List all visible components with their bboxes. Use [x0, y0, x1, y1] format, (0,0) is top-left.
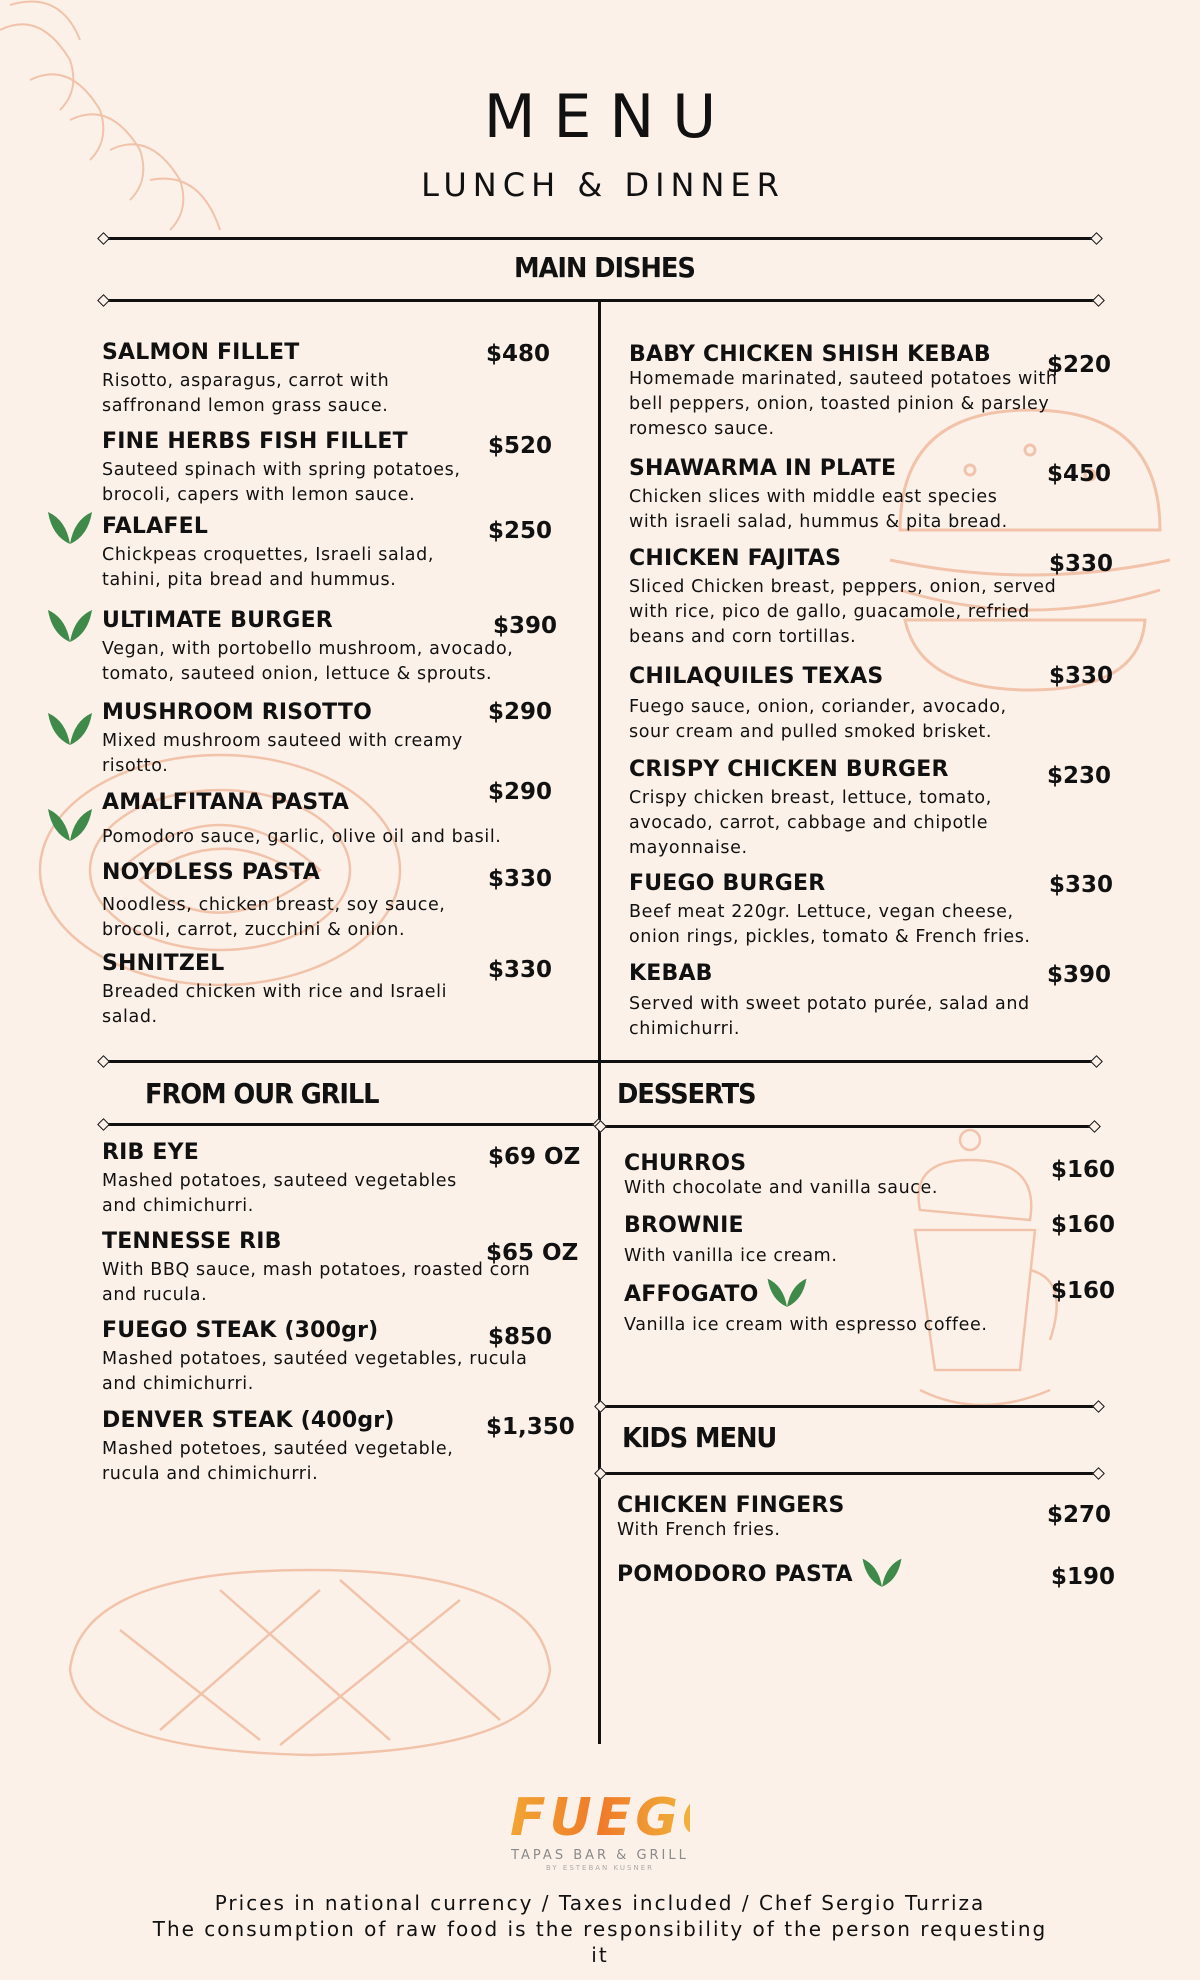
item-price: $390 [493, 613, 558, 639]
item-desc-line: romesco sauce. [629, 419, 775, 439]
item-name: FUEGO STEAK (300gr) [102, 1318, 379, 1343]
item-desc-line: Served with sweet potato purée, salad and [629, 994, 1030, 1014]
vegan-leaf-icon [44, 803, 96, 843]
item-desc-line: With chocolate and vanilla sauce. [624, 1178, 939, 1198]
item-desc-line: and rucula. [102, 1285, 208, 1305]
item-desc-line: brocoli, carrot, zucchini & onion. [102, 920, 406, 940]
item-desc-line: chimichurri. [629, 1019, 740, 1039]
divider-grill-top [104, 1060, 1096, 1063]
item-desc-line: mayonnaise. [629, 838, 748, 858]
menu-item-chicken-fajitas [629, 546, 1109, 650]
logo-tagline: TAPAS BAR & GRILL [511, 1848, 689, 1863]
item-name: NOYDLESS PASTA [102, 860, 321, 885]
item-price: $160 [1051, 1157, 1116, 1183]
item-name: FINE HERBS FISH FILLET [102, 429, 408, 454]
item-price: $1,350 [486, 1414, 575, 1440]
column-divider [598, 300, 601, 1744]
item-desc-line: brocoli, capers with lemon sauce. [102, 485, 416, 505]
item-price: $65 OZ [486, 1240, 579, 1266]
item-price: $450 [1047, 461, 1112, 487]
menu-title: MENU [483, 82, 735, 152]
footer-prices-note: Prices in national currency / Taxes included / Chef Sergio Turriza [214, 1891, 986, 1915]
item-price: $850 [488, 1324, 553, 1350]
menu-subtitle: LUNCH & DINNER [421, 166, 785, 204]
item-desc-line: Homemade marinated, sauteed potatoes with [629, 369, 1058, 389]
bread-loaf-sketch [60, 1550, 560, 1770]
item-price: $230 [1047, 763, 1112, 789]
divider-desserts-bottom [601, 1125, 1094, 1128]
item-name: CHICKEN FAJITAS [629, 546, 842, 571]
vegan-leaf-icon [44, 506, 96, 546]
item-desc-line: Fuego sauce, onion, coriander, avocado, [629, 697, 1007, 717]
heading-desserts: DESSERTS [617, 1077, 756, 1110]
item-desc-line: With vanilla ice cream. [624, 1246, 838, 1266]
item-desc-line: with israeli salad, hummus & pita bread. [629, 512, 1008, 532]
item-name: DENVER STEAK (400gr) [102, 1408, 395, 1433]
item-desc-line: saffronand lemon grass sauce. [102, 396, 389, 416]
item-desc-line: bell peppers, onion, toasted pinion & parsley [629, 394, 1050, 414]
item-desc-line: Mashed potetoes, sautéed vegetable, [102, 1439, 454, 1459]
item-desc-line: sour cream and pulled smoked brisket. [629, 722, 993, 742]
item-name: ULTIMATE BURGER [102, 608, 333, 633]
item-price: $330 [488, 866, 553, 892]
item-name: BROWNIE [624, 1213, 744, 1238]
item-price: $480 [486, 341, 551, 367]
item-price: $330 [1049, 872, 1114, 898]
item-desc-line: tomato, sauteed onion, lettuce & sprouts. [102, 664, 493, 684]
menu-item-kebab [629, 961, 1099, 1042]
item-desc-line: Noodless, chicken breast, soy sauce, [102, 895, 446, 915]
item-name: FALAFEL [102, 514, 209, 539]
item-desc-line: rucula and chimichurri. [102, 1464, 319, 1484]
heading-kids-menu: KIDS MENU [622, 1421, 777, 1454]
item-name: CRISPY CHICKEN BURGER [629, 757, 949, 782]
item-price: $290 [488, 779, 553, 805]
item-price: $520 [488, 433, 553, 459]
item-name: SALMON FILLET [102, 340, 300, 365]
item-price: $270 [1047, 1502, 1112, 1528]
item-desc-line: onion rings, pickles, tomato & French fries. [629, 927, 1031, 947]
item-name: CHILAQUILES TEXAS [629, 664, 884, 689]
item-name: AFFOGATO [624, 1282, 759, 1307]
item-desc-line: beans and corn tortillas. [629, 627, 857, 647]
item-name: CHICKEN FINGERS [617, 1493, 845, 1518]
item-name: CHURROS [624, 1151, 747, 1176]
item-desc-line: Vegan, with portobello mushroom, avocado, [102, 639, 514, 659]
item-desc-line: Sauteed spinach with spring potatoes, [102, 460, 461, 480]
item-price: $220 [1047, 352, 1112, 378]
item-desc-line: tahini, pita bread and hummus. [102, 570, 397, 590]
item-price: $390 [1047, 962, 1112, 988]
item-name: RIB EYE [102, 1140, 199, 1165]
menu-item-pomodoro-pasta [617, 1557, 1037, 1593]
item-price: $69 OZ [488, 1144, 581, 1170]
heading-from-our-grill: FROM OUR GRILL [145, 1077, 379, 1110]
menu-item-crispy-chicken-burger [629, 757, 1099, 861]
item-price: $330 [1049, 551, 1114, 577]
vegan-leaf-icon [44, 707, 96, 747]
divider-top [104, 237, 1096, 240]
item-desc-line: With French fries. [617, 1520, 781, 1540]
divider-kids-bottom [601, 1472, 1098, 1475]
item-desc-line: Breaded chicken with rice and Israeli [102, 982, 448, 1002]
item-desc-line: salad. [102, 1007, 158, 1027]
vegan-leaf-icon [764, 1273, 810, 1309]
item-name: POMODORO PASTA [617, 1562, 853, 1587]
item-price: $290 [488, 699, 553, 725]
item-price: $330 [488, 957, 553, 983]
vegan-leaf-icon [859, 1553, 905, 1589]
fuego-logo [510, 1788, 731, 1872]
footer-raw-food-note-end: it [591, 1943, 609, 1967]
menu-item-churros [624, 1151, 1044, 1201]
item-name: TENNESSE RIB [102, 1229, 282, 1254]
item-name: MUSHROOM RISOTTO [102, 700, 373, 725]
item-name: BABY CHICKEN SHISH KEBAB [629, 342, 991, 367]
item-name: SHAWARMA IN PLATE [629, 456, 897, 481]
item-desc-line: Beef meat 220gr. Lettuce, vegan cheese, [629, 902, 1014, 922]
menu-item-affogato [624, 1277, 1064, 1338]
item-desc-line: Mashed potatoes, sauteed vegetables [102, 1171, 457, 1191]
menu-item-fuego-burger [629, 871, 1109, 950]
item-desc-line: With BBQ sauce, mash potatoes, roasted corn [102, 1260, 531, 1280]
item-desc-line: Sliced Chicken breast, peppers, onion, served [629, 577, 1057, 597]
item-desc-line: and chimichurri. [102, 1196, 254, 1216]
item-desc-line: Mixed mushroom sauteed with creamy [102, 731, 463, 751]
item-desc-line: Vanilla ice cream with espresso coffee. [624, 1315, 988, 1335]
heading-main-dishes: MAIN DISHES [514, 251, 695, 284]
divider-grill-bottom [104, 1123, 598, 1126]
item-price: $190 [1051, 1564, 1116, 1590]
item-price: $160 [1051, 1212, 1116, 1238]
item-desc-line: Risotto, asparagus, carrot with [102, 371, 390, 391]
menu-item-chilaquiles-texas [629, 664, 1099, 745]
logo-byline: BY ESTEBAN KUSNER [545, 1864, 655, 1872]
item-price: $250 [488, 518, 553, 544]
item-desc-line: risotto. [102, 756, 169, 776]
menu-item-shawarma-in-plate [629, 456, 1099, 535]
item-desc-line: Mashed potatoes, sautéed vegetables, rucula [102, 1349, 528, 1369]
item-name: FUEGO BURGER [629, 871, 826, 896]
item-price: $160 [1051, 1278, 1116, 1304]
menu-item-chicken-fingers [617, 1493, 1037, 1543]
item-name: AMALFITANA PASTA [102, 790, 350, 815]
menu-item-brownie [624, 1213, 1044, 1269]
logo-wordmark: FUEGO [510, 1788, 731, 1848]
item-price: $330 [1049, 663, 1114, 689]
item-desc-line: Chicken slices with middle east species [629, 487, 998, 507]
item-desc-line: Chickpeas croquettes, Israeli salad, [102, 545, 434, 565]
vegan-leaf-icon [44, 604, 96, 644]
menu-item-baby-chicken-shish-kebab [629, 342, 1112, 442]
item-desc-line: Pomodoro sauce, garlic, olive oil and basil. [102, 827, 502, 847]
item-desc-line: avocado, carrot, cabbage and chipotle [629, 813, 989, 833]
divider-kids-top [601, 1405, 1098, 1408]
item-desc-line: with rice, pico de gallo, guacamole, refried [629, 602, 1030, 622]
footer-raw-food-note: The consumption of raw food is the responsibility of the person requesting [152, 1917, 1048, 1941]
divider-main-dishes [104, 299, 1098, 302]
item-desc-line: and chimichurri. [102, 1374, 254, 1394]
item-name: SHNITZEL [102, 951, 225, 976]
item-name: KEBAB [629, 961, 713, 986]
item-desc-line: Crispy chicken breast, lettuce, tomato, [629, 788, 992, 808]
